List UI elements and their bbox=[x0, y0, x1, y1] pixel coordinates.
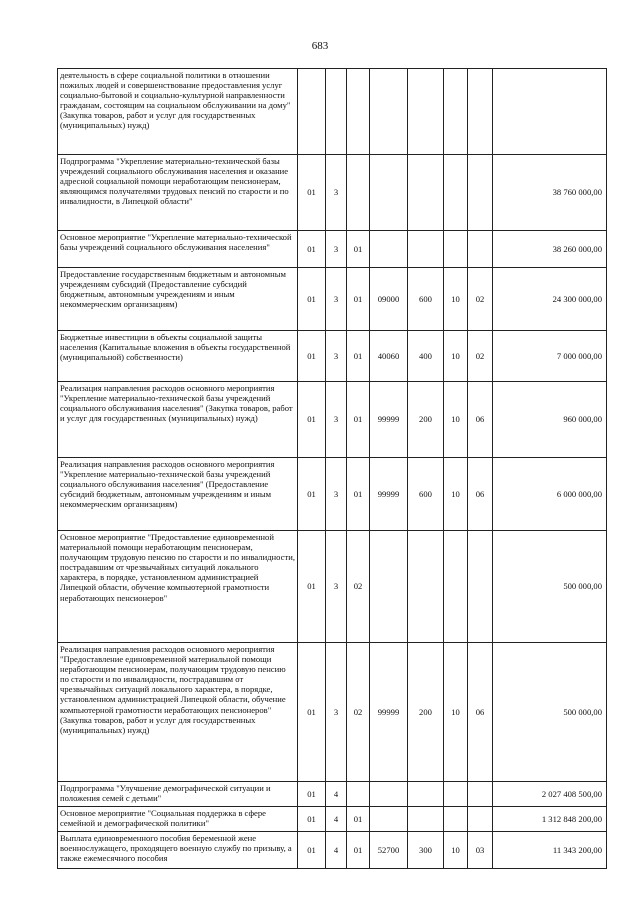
table-row bbox=[58, 807, 607, 832]
row-code-7 bbox=[468, 807, 493, 832]
row-code-7 bbox=[468, 231, 493, 268]
row-code-3 bbox=[347, 782, 370, 807]
row-amount bbox=[493, 69, 607, 155]
row-code-1: 01 bbox=[298, 531, 326, 643]
row-code-7 bbox=[468, 782, 493, 807]
row-code-7: 06 bbox=[468, 382, 493, 458]
row-code-4 bbox=[370, 807, 408, 832]
row-code-4: 99999 bbox=[370, 458, 408, 531]
row-code-5: 600 bbox=[408, 458, 444, 531]
row-code-2: 3 bbox=[326, 331, 347, 382]
row-code-4 bbox=[370, 782, 408, 807]
row-code-3: 02 bbox=[347, 643, 370, 782]
row-code-1: 01 bbox=[298, 458, 326, 531]
table-row bbox=[58, 782, 607, 807]
row-code-5: 400 bbox=[408, 331, 444, 382]
row-amount: 6 000 000,00 bbox=[493, 458, 607, 531]
row-code-3: 01 bbox=[347, 231, 370, 268]
row-code-1: 01 bbox=[298, 155, 326, 231]
row-code-4 bbox=[370, 531, 408, 643]
row-name: Подпрограмма "Укрепление материально-технической базы учреждений социального обслуживания населения и оказание адресной социальной помощи неработающим пенсионерам, являющимся получателями трудовых пенсий по старости и по инвалидности, в Липецкой области" bbox=[58, 155, 298, 231]
row-code-2: 3 bbox=[326, 268, 347, 331]
row-amount: 7 000 000,00 bbox=[493, 331, 607, 382]
table-row bbox=[58, 231, 607, 268]
row-code-4: 99999 bbox=[370, 382, 408, 458]
row-name: Выплата единовременного пособия беременной жене военнослужащего, проходящего военную службу по призыву, а также ежемесячного пособия bbox=[58, 832, 298, 869]
row-name: Реализация направления расходов основного мероприятия "Предоставление единовременной материальной помощи неработающим пенсионерам, получающим трудовую пенсию по старости и по инвалидности, пострадавшим от чрезвычайных ситуаций локального характера, в порядке, установленном администрацией Липецкой области, обучение компьютерной грамотности неработающих пенсионеров" (Закупка товаров, работ и услуг для государственных (муниципальных) нужд) bbox=[58, 643, 298, 782]
row-code-5: 200 bbox=[408, 382, 444, 458]
row-code-5: 600 bbox=[408, 268, 444, 331]
row-code-6: 10 bbox=[444, 382, 468, 458]
row-code-2: 4 bbox=[326, 782, 347, 807]
row-code-1 bbox=[298, 69, 326, 155]
row-code-4: 09000 bbox=[370, 268, 408, 331]
row-name: Основное мероприятие "Укрепление материально-технической базы учреждений социального обслуживания населения" bbox=[58, 231, 298, 268]
row-code-1: 01 bbox=[298, 782, 326, 807]
row-amount: 38 260 000,00 bbox=[493, 231, 607, 268]
row-code-4 bbox=[370, 155, 408, 231]
row-amount: 11 343 200,00 bbox=[493, 832, 607, 869]
row-code-1: 01 bbox=[298, 382, 326, 458]
row-amount: 500 000,00 bbox=[493, 531, 607, 643]
row-code-4: 99999 bbox=[370, 643, 408, 782]
row-code-2: 3 bbox=[326, 155, 347, 231]
row-code-7: 03 bbox=[468, 832, 493, 869]
row-code-5 bbox=[408, 531, 444, 643]
row-code-1: 01 bbox=[298, 268, 326, 331]
row-code-2: 3 bbox=[326, 231, 347, 268]
row-code-3: 01 bbox=[347, 268, 370, 331]
row-code-2: 4 bbox=[326, 832, 347, 869]
row-code-1: 01 bbox=[298, 331, 326, 382]
row-code-6 bbox=[444, 531, 468, 643]
row-name: Реализация направления расходов основного мероприятия "Укрепление материально-технической базы учреждений социального обслуживания населения" (Предоставление субсидий бюджетным, автономным учреждениям и иным некоммерческим организациям) bbox=[58, 458, 298, 531]
row-code-3: 01 bbox=[347, 382, 370, 458]
row-code-7: 02 bbox=[468, 331, 493, 382]
row-code-1: 01 bbox=[298, 643, 326, 782]
row-code-5 bbox=[408, 807, 444, 832]
row-code-3: 01 bbox=[347, 331, 370, 382]
row-code-6: 10 bbox=[444, 832, 468, 869]
row-code-2: 3 bbox=[326, 531, 347, 643]
row-code-6 bbox=[444, 782, 468, 807]
row-code-2: 3 bbox=[326, 458, 347, 531]
row-code-2: 3 bbox=[326, 643, 347, 782]
row-code-3: 01 bbox=[347, 807, 370, 832]
row-code-4: 52700 bbox=[370, 832, 408, 869]
row-code-7: 06 bbox=[468, 458, 493, 531]
row-code-7: 02 bbox=[468, 268, 493, 331]
row-code-2: 4 bbox=[326, 807, 347, 832]
row-code-6 bbox=[444, 231, 468, 268]
table-row bbox=[58, 382, 607, 458]
row-code-5 bbox=[408, 782, 444, 807]
row-amount: 2 027 408 500,00 bbox=[493, 782, 607, 807]
row-code-7 bbox=[468, 155, 493, 231]
table-row bbox=[58, 832, 607, 869]
row-name: Бюджетные инвестиции в объекты социальной защиты населения (Капитальные вложения в объекты государственной (муниципальной) собственности) bbox=[58, 331, 298, 382]
row-code-6: 10 bbox=[444, 458, 468, 531]
table-row bbox=[58, 531, 607, 643]
row-amount: 1 312 848 200,00 bbox=[493, 807, 607, 832]
row-code-3 bbox=[347, 155, 370, 231]
row-code-4 bbox=[370, 231, 408, 268]
row-code-3: 01 bbox=[347, 458, 370, 531]
table-row bbox=[58, 69, 607, 155]
row-amount: 24 300 000,00 bbox=[493, 268, 607, 331]
row-code-6: 10 bbox=[444, 331, 468, 382]
row-code-7: 06 bbox=[468, 643, 493, 782]
row-name: Основное мероприятие "Социальная поддержка в сфере семейной и демографической политики" bbox=[58, 807, 298, 832]
row-code-5: 300 bbox=[408, 832, 444, 869]
row-code-5: 200 bbox=[408, 643, 444, 782]
row-code-3 bbox=[347, 69, 370, 155]
table-row bbox=[58, 155, 607, 231]
row-code-6 bbox=[444, 155, 468, 231]
row-code-1: 01 bbox=[298, 231, 326, 268]
row-name: Реализация направления расходов основного мероприятия "Укрепление материально-технической базы учреждений социального обслуживания населения" (Закупка товаров, работ и услуг для государственных (муниципальных) нужд) bbox=[58, 382, 298, 458]
row-code-2 bbox=[326, 69, 347, 155]
table-row bbox=[58, 331, 607, 382]
row-code-5 bbox=[408, 155, 444, 231]
table-row bbox=[58, 643, 607, 782]
row-code-3: 01 bbox=[347, 832, 370, 869]
row-code-7 bbox=[468, 69, 493, 155]
row-code-4 bbox=[370, 69, 408, 155]
table-row bbox=[58, 458, 607, 531]
row-name: Подпрограмма "Улучшение демографической ситуации и положения семей с детьми" bbox=[58, 782, 298, 807]
table-row bbox=[58, 268, 607, 331]
budget-table bbox=[57, 68, 607, 869]
row-code-1: 01 bbox=[298, 832, 326, 869]
row-code-5 bbox=[408, 69, 444, 155]
row-code-6: 10 bbox=[444, 268, 468, 331]
row-amount: 500 000,00 bbox=[493, 643, 607, 782]
row-code-7 bbox=[468, 531, 493, 643]
row-amount: 38 760 000,00 bbox=[493, 155, 607, 231]
row-name: Предоставление государственным бюджетным и автономным учреждениям субсидий (Предоставление субсидий бюджетным, автономным учреждениям и иным некоммерческим организациям) bbox=[58, 268, 298, 331]
row-name: деятельность в сфере социальной политики в отношении пожилых людей и совершенствование предоставления услуг социально-бытовой и социально-культурной направленности гражданам, состоящим на социальном обслуживании на дому" (Закупка товаров, работ и услуг для государственных (муниципальных) нужд) bbox=[58, 69, 298, 155]
row-code-1: 01 bbox=[298, 807, 326, 832]
row-code-6 bbox=[444, 807, 468, 832]
row-name: Основное мероприятие "Предоставление единовременной материальной помощи неработающим пенсионерам, получающим трудовую пенсию по старости и по инвалидности, пострадавшим от чрезвычайных ситуаций локального характера, в порядке, установленном администрацией Липецкой области, обучение компьютерной грамотности неработающих пенсионеров" bbox=[58, 531, 298, 643]
row-code-6 bbox=[444, 69, 468, 155]
row-code-6: 10 bbox=[444, 643, 468, 782]
page-number: 683 bbox=[311, 40, 329, 52]
row-code-3: 02 bbox=[347, 531, 370, 643]
row-amount: 960 000,00 bbox=[493, 382, 607, 458]
row-code-5 bbox=[408, 231, 444, 268]
row-code-2: 3 bbox=[326, 382, 347, 458]
row-code-4: 40060 bbox=[370, 331, 408, 382]
